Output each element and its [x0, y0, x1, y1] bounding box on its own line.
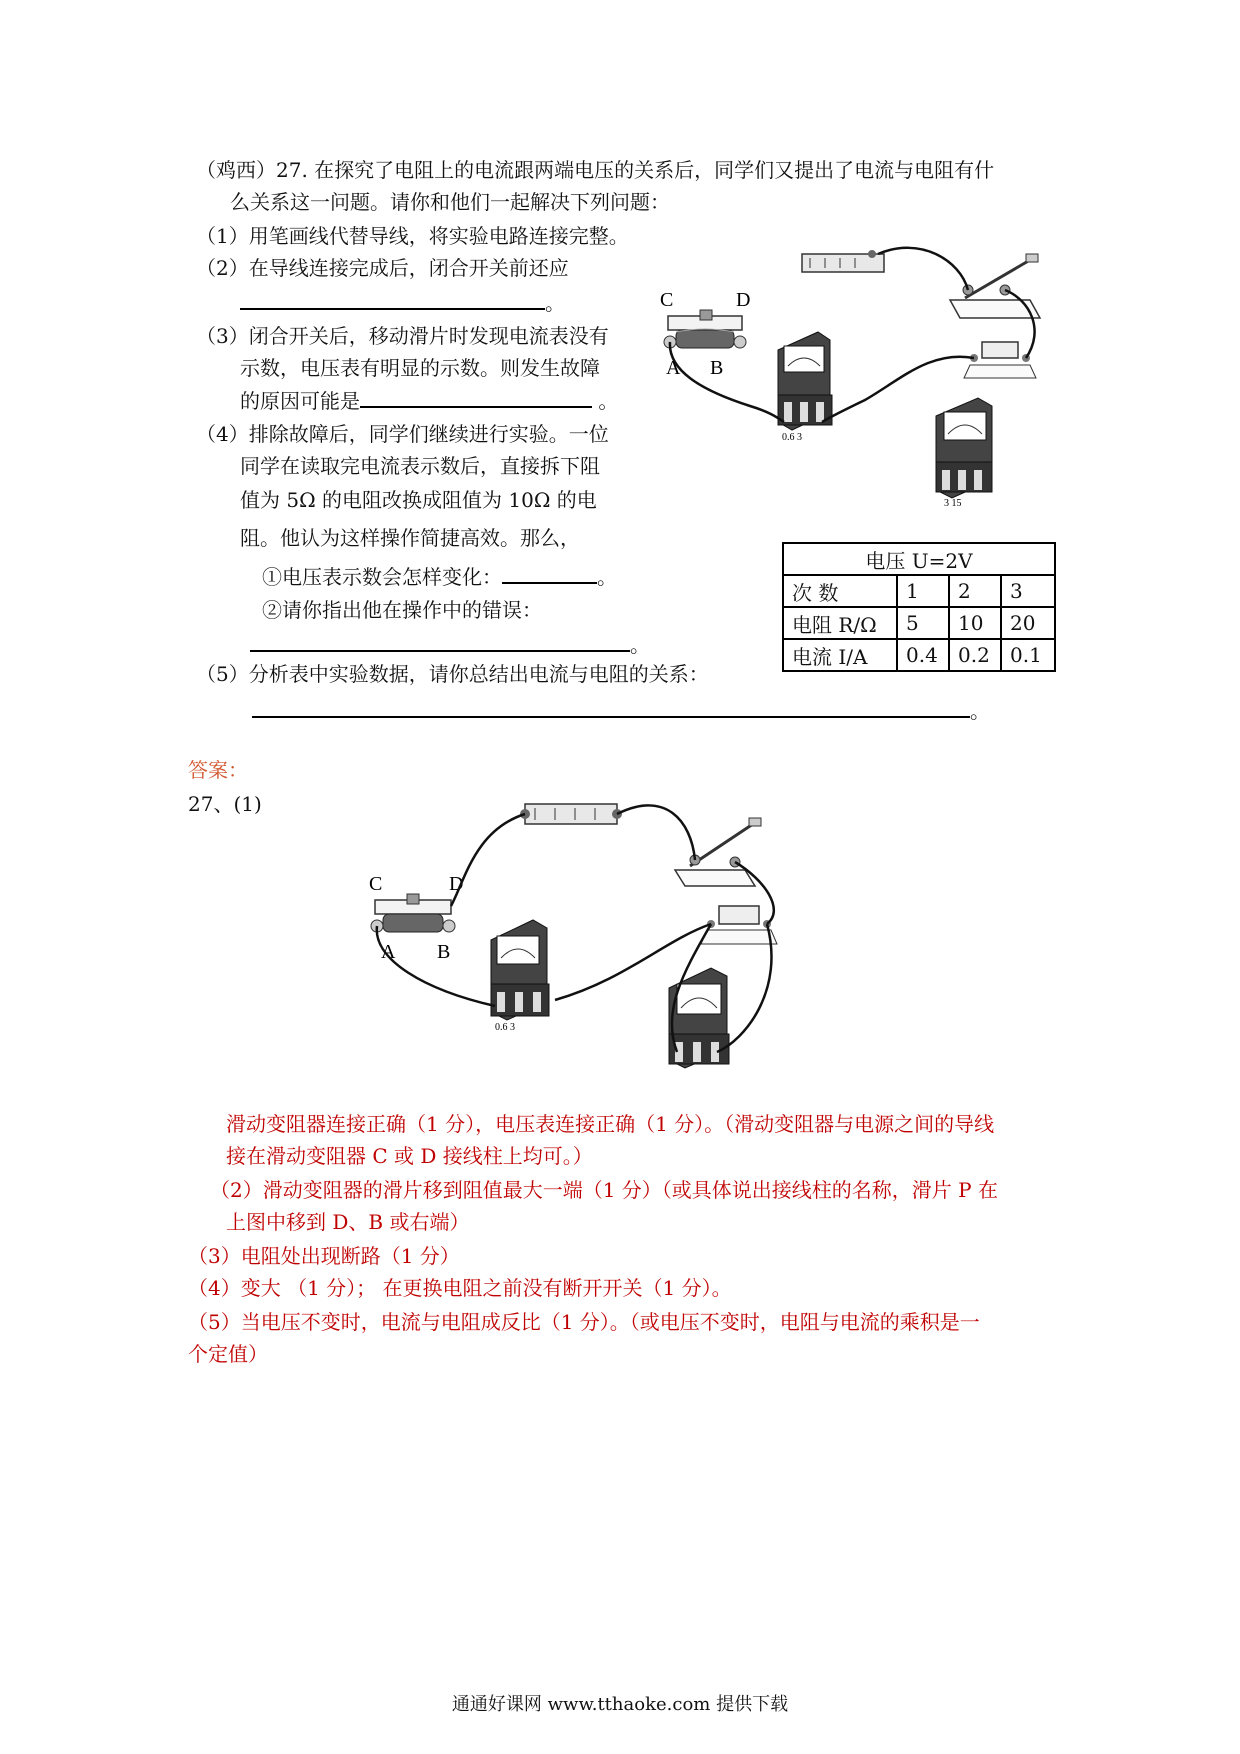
blank-line [360, 384, 592, 408]
answer-1-text: 滑动变阻器连接正确（1 分），电压表连接正确（1 分）。（滑动变阻器与电源之间的导线 [226, 1112, 995, 1136]
label-b: B [710, 357, 724, 379]
table-cell: 20 [1001, 607, 1055, 639]
question-5-blank [252, 694, 990, 727]
ammeter-terminal-labels: 0.6 3 [782, 432, 802, 443]
question-intro: （鸡西）27. 在探究了电阻上的电流跟两端电压的关系后，同学们又提出了电流与电阻有什 [196, 158, 995, 182]
table-cell: 0.4 [897, 639, 949, 671]
answer-1-label: 27、(1) [188, 792, 262, 816]
label-a: A [666, 357, 681, 379]
switch-icon [675, 818, 761, 886]
period: 。 [545, 291, 565, 315]
period: 。 [970, 699, 990, 723]
footer: 通通好课网 www.tthaoke.com 提供下载 [451, 1694, 789, 1715]
answer-2: （2）滑动变阻器的滑片移到阻值最大一端（1 分）（或具体说出接线柱的名称，滑片 P 在 [210, 1178, 998, 1202]
label-d: D [736, 289, 751, 311]
answer-4: （4）变大 （1 分）； 在更换电阻之前没有断开开关（1 分）。 [188, 1276, 732, 1300]
question-circuit-diagram [660, 240, 1080, 520]
period: 。 [592, 389, 619, 413]
label-c: C [369, 873, 383, 895]
table-cell: 0.1 [1001, 639, 1055, 671]
answer-heading: 答案： [188, 758, 248, 782]
question-4-cont: 同学在读取完电流表示数后，直接拆下阻 [240, 454, 600, 478]
table-row [783, 607, 1055, 639]
ammeter-icon [778, 332, 832, 430]
ammeter-terminal-labels: 0.6 3 [495, 1022, 515, 1033]
question-4: （4）排除故障后，同学们继续进行实验。一位 [196, 422, 609, 446]
table-cell: 10 [949, 607, 1001, 639]
table-cell: 3 [1001, 575, 1055, 607]
battery-icon [802, 250, 884, 272]
label-a: A [381, 941, 396, 963]
question-5: （5）分析表中实验数据，请你总结出电流与电阻的关系： [196, 662, 709, 686]
blank-line [250, 628, 630, 652]
question-3-reason [240, 384, 618, 417]
table-cell: 电阻 R/Ω [783, 607, 897, 639]
label-c: C [660, 289, 674, 311]
voltmeter-icon [936, 398, 992, 498]
blank-line [252, 694, 970, 718]
table-row [783, 575, 1055, 607]
question-4-cont3: 阻。他认为这样操作简捷高效。那么， [240, 526, 580, 550]
question-3: （3）闭合开关后，移动滑片时发现电流表没有 [196, 324, 609, 348]
voltmeter-icon [669, 968, 729, 1068]
rheostat-icon [664, 310, 746, 348]
battery-icon [520, 804, 622, 824]
label-b: B [437, 941, 451, 963]
answer-2-cont: 上图中移到 D、B 或右端） [226, 1210, 470, 1234]
table-row [783, 639, 1055, 671]
answer-5: （5）当电压不变时，电流与电阻成反比（1 分）。（或电压不变时，电阻与电流的乘积是一 [188, 1310, 980, 1334]
resistor-icon [964, 342, 1036, 378]
question-1: （1）用笔画线代替导线，将实验电路连接完整。 [196, 224, 629, 248]
rheostat-icon [371, 894, 455, 932]
period: 。 [630, 633, 650, 657]
table-cell: 0.2 [949, 639, 1001, 671]
blank-line [502, 560, 597, 584]
label-d: D [449, 873, 464, 895]
table-cell: 次 数 [783, 575, 897, 607]
answer-circuit-diagram [365, 790, 825, 1070]
resistor-icon [701, 906, 777, 944]
period: 。 [597, 565, 617, 589]
question-4-cont2: 值为 5Ω 的电阻改换成阻值为 10Ω 的电 [240, 488, 597, 512]
question-4-sub2: ②请你指出他在操作中的错误： [262, 598, 542, 622]
table-cell: 1 [897, 575, 949, 607]
answer-3: （3）电阻处出现断路（1 分） [188, 1244, 460, 1268]
question-4-sub2-blank [250, 628, 650, 661]
answer-5-cont: 个定值） [188, 1342, 268, 1366]
question-4-sub1 [262, 560, 617, 593]
question-2: （2）在导线连接完成后，闭合开关前还应 [196, 256, 569, 280]
reason-label: 的原因可能是 [240, 389, 360, 413]
table-cell: 电流 I/A [783, 639, 897, 671]
answer-1-text-cont: 接在滑动变阻器 C 或 D 接线柱上均可。） [226, 1144, 593, 1168]
ammeter-icon [491, 920, 549, 1020]
sub1-label: ①电压表示数会怎样变化： [262, 565, 502, 589]
table-cell: 2 [949, 575, 1001, 607]
data-table [782, 542, 1056, 672]
question-intro-cont: 么关系这一问题。请你和他们一起解决下列问题： [230, 190, 670, 214]
table-title: 电压 U=2V [783, 543, 1055, 575]
question-2-answer-blank [240, 286, 565, 319]
table-cell: 5 [897, 607, 949, 639]
voltmeter-terminal-labels: 3 15 [944, 498, 962, 509]
question-3-cont: 示数，电压表有明显的示数。则发生故障 [240, 356, 600, 380]
blank-line [240, 286, 545, 310]
